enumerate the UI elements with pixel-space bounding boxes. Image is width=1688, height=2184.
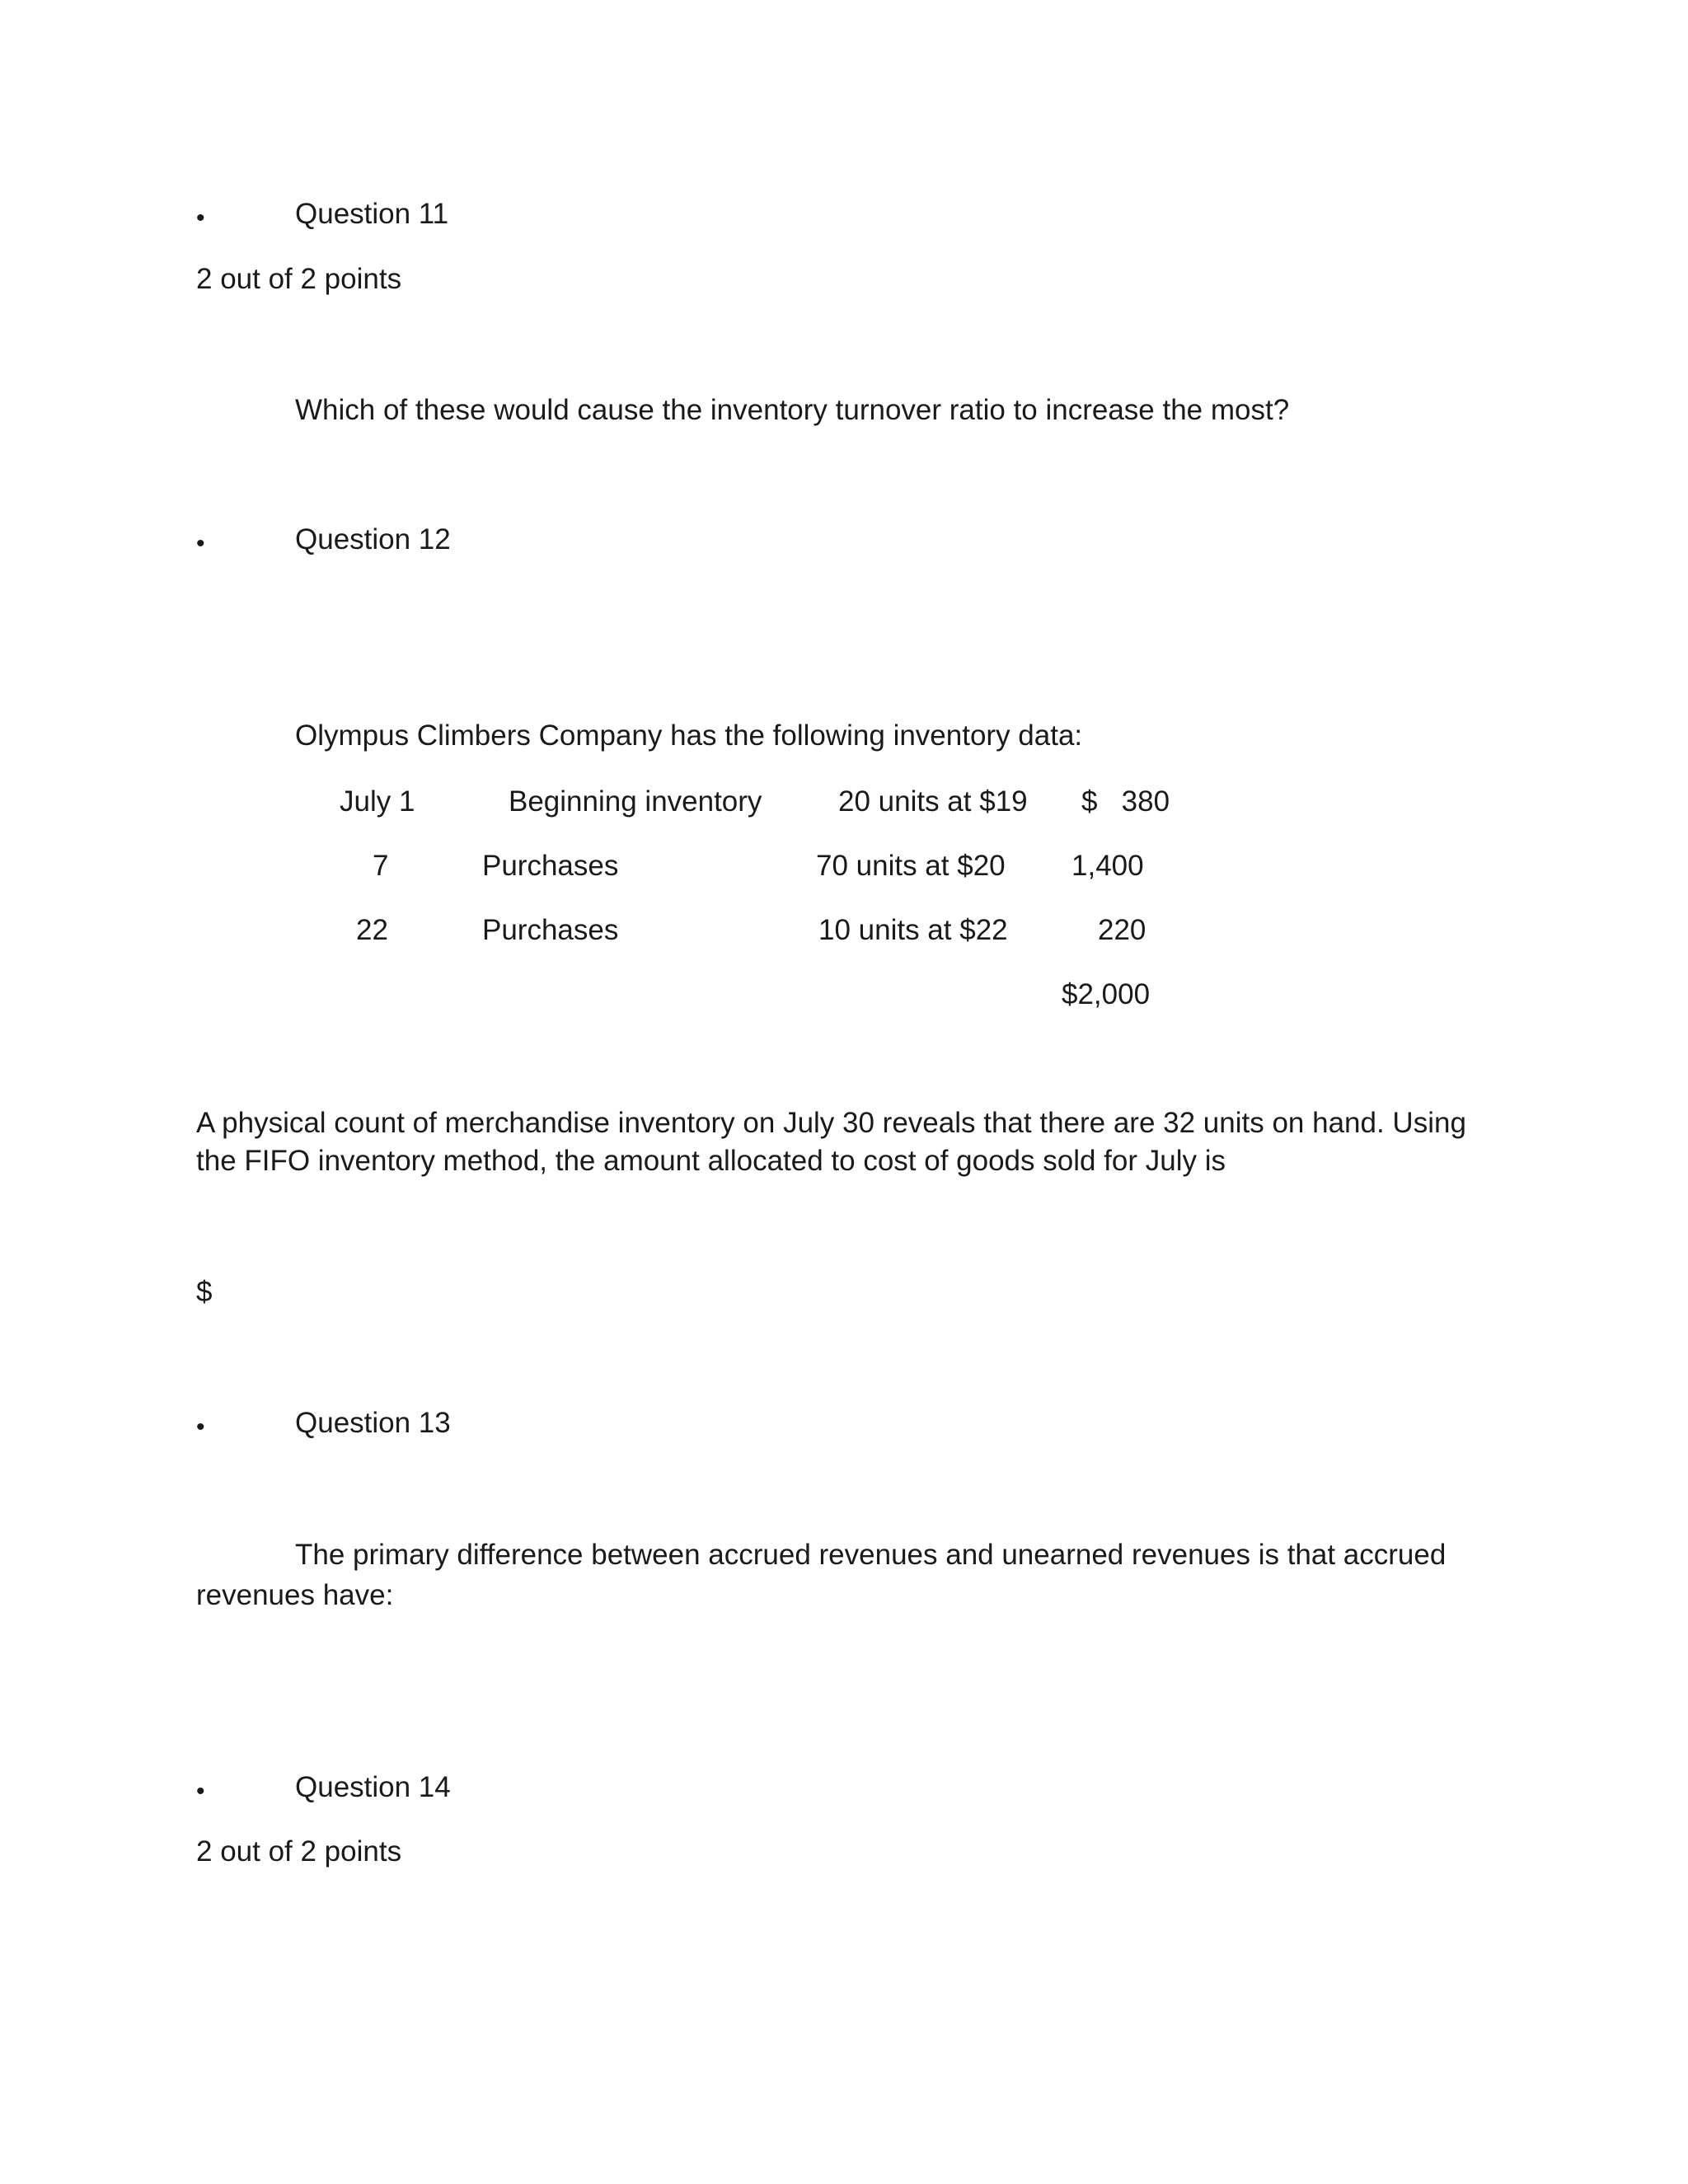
question-12-intro: Olympus Climbers Company has the following inventory data: (295, 719, 1083, 752)
table-row-1-amount: $ 380 (1081, 785, 1170, 818)
table-total: $2,000 (1062, 978, 1151, 1010)
bullet-q12: • (196, 530, 205, 557)
question-12-prompt: A physical count of merchandise inventory on July 30 reveals that there are 32 units on hand. Using the FIFO inventory method, the amount allocated to cost of goods sold for July is (196, 1107, 1466, 1177)
question-13-title: Question 13 (295, 1407, 451, 1439)
answer-dollar-sign: $ (196, 1276, 213, 1308)
question-11-points: 2 out of 2 points (196, 263, 402, 295)
table-row-2-amount: 1,400 (1071, 850, 1144, 882)
table-row-2-units: 70 units at $20 (816, 850, 1006, 882)
question-11-title: Question 11 (295, 198, 449, 230)
question-14-points: 2 out of 2 points (196, 1835, 402, 1868)
table-row-2-desc: Purchases (482, 850, 619, 882)
table-row-1-units: 20 units at $19 (838, 785, 1028, 818)
bullet-q11: • (196, 204, 205, 232)
question-14-title: Question 14 (295, 1771, 451, 1803)
question-13-prompt: The primary difference between accrued revenues and unearned revenues is that accrued revenues have: (196, 1539, 1447, 1611)
bullet-q14: • (196, 1778, 205, 1805)
table-row-3-desc: Purchases (482, 914, 619, 946)
question-11-prompt: Which of these would cause the inventory turnover ratio to increase the most? (295, 394, 1290, 426)
table-row-3-date: 22 (356, 914, 388, 946)
table-row-2-date: 7 (373, 850, 389, 882)
question-12-title: Question 12 (295, 523, 451, 555)
table-row-3-units: 10 units at $22 (818, 914, 1008, 946)
table-row-1-desc: Beginning inventory (509, 785, 762, 818)
bullet-q13: • (196, 1413, 205, 1441)
table-row-3-amount: 220 (1098, 914, 1146, 946)
table-row-1-date: July 1 (340, 785, 415, 818)
